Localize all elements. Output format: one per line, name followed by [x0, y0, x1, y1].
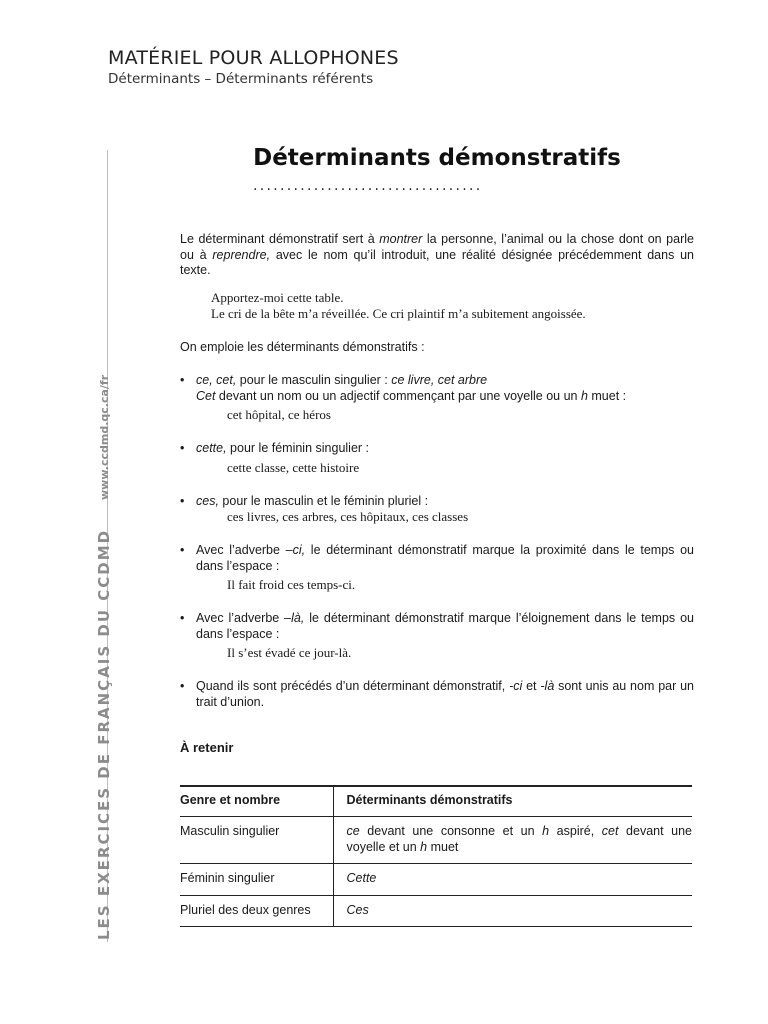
- table-cell-determinant: ce devant une consonne et un h aspiré, cet devant une voyelle et un h muet: [333, 817, 692, 864]
- example-line: Apportez-moi cette table.: [211, 289, 344, 305]
- series-subtitle: Déterminants – Déterminants référents: [108, 71, 374, 87]
- bullet-masculine-singular: • ce, cet, pour le masculin singulier : ce livre, cet arbre Cet devant un nom ou un adjectif commençant par une voyelle ou un h muet : cet hôpital, ce héros: [180, 373, 694, 423]
- bullet-adverb-la: • Avec l’adverbe –là, le déterminant démonstratif marque l’éloignement dans le temps ou dans l’espace : Il s’est évadé ce jour-là.: [180, 611, 694, 661]
- example-line: Le cri de la bête m’a réveillée. Ce cri plaintif m’a subitement angoissée.: [211, 305, 586, 321]
- bullet-example: Il s’est évadé ce jour-là.: [227, 645, 352, 660]
- page-title: Déterminants démonstratifs: [253, 145, 621, 171]
- table-cell-determinant: Ces: [333, 895, 692, 927]
- sidebar-vertical-title: LES EXERCICES DE FRANÇAIS DU CCDMD: [95, 528, 113, 940]
- intro-examples: [211, 290, 694, 322]
- main-content: [180, 232, 694, 927]
- table-row: [180, 817, 692, 864]
- table-cell-genre: Masculin singulier: [180, 817, 333, 864]
- summary-table: [180, 785, 692, 928]
- table-header-cell: Déterminants démonstratifs: [333, 786, 692, 817]
- bullet-example: cette classe, cette histoire: [227, 459, 360, 475]
- intro-paragraph: Le déterminant démonstratif sert à montrer la personne, l’animal ou la chose dont on parle ou à reprendre, avec le nom qu’il introduit, une réalité désignée précédemment dans un texte.: [180, 232, 694, 277]
- table-header-row: [180, 786, 692, 817]
- bullet-hyphen-rule: • Quand ils sont précédés d’un déterminant démonstratif, -ci et -là sont unis au nom par un trait d’union.: [180, 679, 694, 710]
- sidebar-url: www.ccdmd.qc.ca/fr: [98, 374, 111, 500]
- bullet-example: Il fait froid ces temps-ci.: [227, 577, 356, 592]
- bullet-example: cet hôpital, ce héros: [227, 407, 331, 422]
- table-cell-genre: Pluriel des deux genres: [180, 895, 333, 927]
- table-header-cell: Genre et nombre: [180, 786, 333, 817]
- table-cell-determinant: Cette: [333, 864, 692, 896]
- a-retenir-heading: À retenir: [180, 740, 234, 755]
- table-cell-genre: Féminin singulier: [180, 864, 333, 896]
- bullet-plural: • ces, pour le masculin et le féminin pluriel : ces livres, ces arbres, ces hôpitaux, ces classes: [180, 494, 694, 526]
- title-dotted-rule: ..................................: [253, 178, 483, 192]
- table-row: [180, 895, 692, 927]
- bullet-example: ces livres, ces arbres, ces hôpitaux, ces classes: [227, 509, 469, 524]
- series-title: MATÉRIEL POUR ALLOPHONES: [108, 47, 399, 69]
- table-row: [180, 864, 692, 896]
- usage-intro: On emploie les déterminants démonstratifs :: [180, 339, 425, 354]
- bullet-feminine-singular: • cette, pour le féminin singulier : cette classe, cette histoire: [180, 441, 694, 476]
- page-header: [108, 46, 399, 88]
- bullet-adverb-ci: • Avec l’adverbe –ci, le déterminant démonstratif marque la proximité dans le temps ou dans l’espace : Il fait froid ces temps-ci.: [180, 543, 694, 593]
